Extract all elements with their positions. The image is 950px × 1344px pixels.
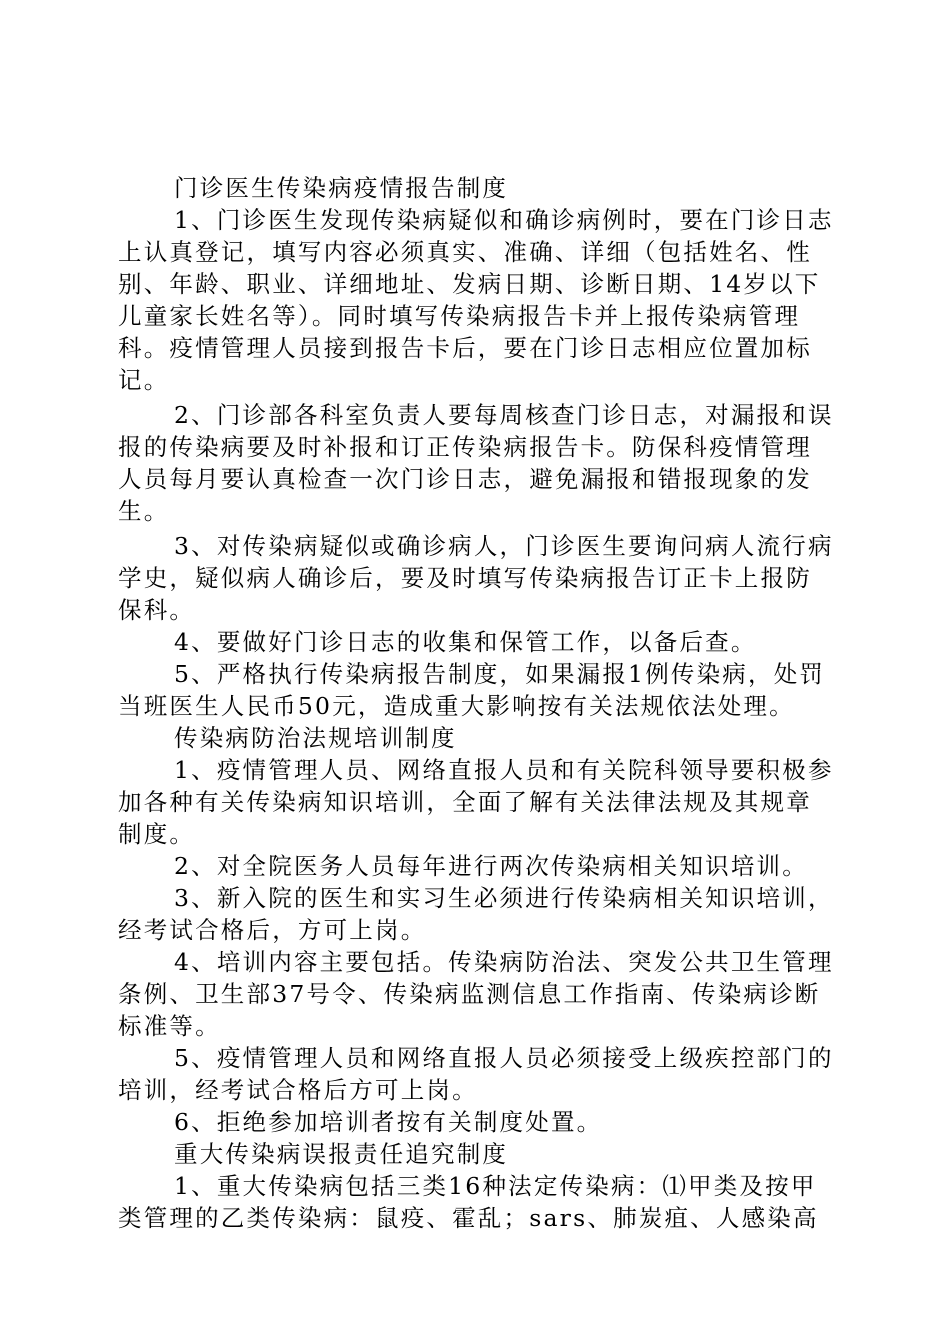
paragraph-line: 4、培训内容主要包括。传染病防治法、突发公共卫生管理 xyxy=(174,948,834,976)
paragraph-line: 5、疫情管理人员和网络直报人员必须接受上级疾控部门的 xyxy=(174,1044,834,1072)
paragraph-line: 1、门诊医生发现传染病疑似和确诊病例时，要在门诊日志 xyxy=(174,206,834,234)
paragraph-line: 5、严格执行传染病报告制度，如果漏报1例传染病，处罚 xyxy=(174,660,826,688)
paragraph-line: 经考试合格后，方可上岗。 xyxy=(118,916,427,944)
paragraph-line: 3、新入院的医生和实习生必须进行传染病相关知识培训， xyxy=(174,884,834,912)
paragraph-line: 3、对传染病疑似或确诊病人，门诊医生要询问病人流行病 xyxy=(174,532,834,560)
paragraph-line: 上认真登记，填写内容必须真实、准确、详细（包括姓名、性 xyxy=(118,238,812,266)
section-title: 门诊医生传染病疫情报告制度 xyxy=(174,174,509,202)
paragraph-line: 科。疫情管理人员接到报告卡后，要在门诊日志相应位置加标 xyxy=(118,334,812,362)
section-title: 重大传染病误报责任追究制度 xyxy=(174,1140,509,1168)
paragraph-line: 类管理的乙类传染病：鼠疫、霍乱；sars、肺炭疽、人感染高 xyxy=(118,1204,819,1232)
paragraph-line: 记。 xyxy=(118,366,170,394)
paragraph-line: 6、拒绝参加培训者按有关制度处置。 xyxy=(174,1108,603,1136)
paragraph-line: 2、门诊部各科室负责人要每周核查门诊日志，对漏报和误 xyxy=(174,401,834,429)
paragraph-line: 培训，经考试合格后方可上岗。 xyxy=(118,1076,478,1104)
paragraph-line: 当班医生人民币50元，造成重大影响按有关法规依法处理。 xyxy=(118,692,795,720)
paragraph-line: 报的传染病要及时补报和订正传染病报告卡。防保科疫情管理 xyxy=(118,433,812,461)
paragraph-line: 1、疫情管理人员、网络直报人员和有关院科领导要积极参 xyxy=(174,756,834,784)
document-body xyxy=(118,172,834,1234)
paragraph-line: 儿童家长姓名等）。同时填写传染病报告卡并上报传染病管理 xyxy=(118,302,801,330)
paragraph-line: 生。 xyxy=(118,497,170,525)
paragraph-line: 2、对全院医务人员每年进行两次传染病相关知识培训。 xyxy=(174,852,808,880)
paragraph-line: 别、年龄、职业、详细地址、发病日期、诊断日期、14岁以下 xyxy=(118,270,821,298)
paragraph-line: 制度。 xyxy=(118,820,196,848)
paragraph-line: 1、重大传染病包括三类16种法定传染病：⑴甲类及按甲 xyxy=(174,1172,817,1200)
paragraph-line: 条例、卫生部37号令、传染病监测信息工作指南、传染病诊断 xyxy=(118,980,821,1008)
paragraph-line: 加各种有关传染病知识培训，全面了解有关法律法规及其规章 xyxy=(118,788,812,816)
section-title: 传染病防治法规培训制度 xyxy=(174,724,457,752)
paragraph-line: 学史，疑似病人确诊后，要及时填写传染病报告订正卡上报防 xyxy=(118,564,812,592)
paragraph-line: 4、要做好门诊日志的收集和保管工作，以备后查。 xyxy=(174,628,757,656)
paragraph-line: 标准等。 xyxy=(118,1012,221,1040)
paragraph-line: 人员每月要认真检查一次门诊日志，避免漏报和错报现象的发 xyxy=(118,465,812,493)
paragraph-line: 保科。 xyxy=(118,596,196,624)
